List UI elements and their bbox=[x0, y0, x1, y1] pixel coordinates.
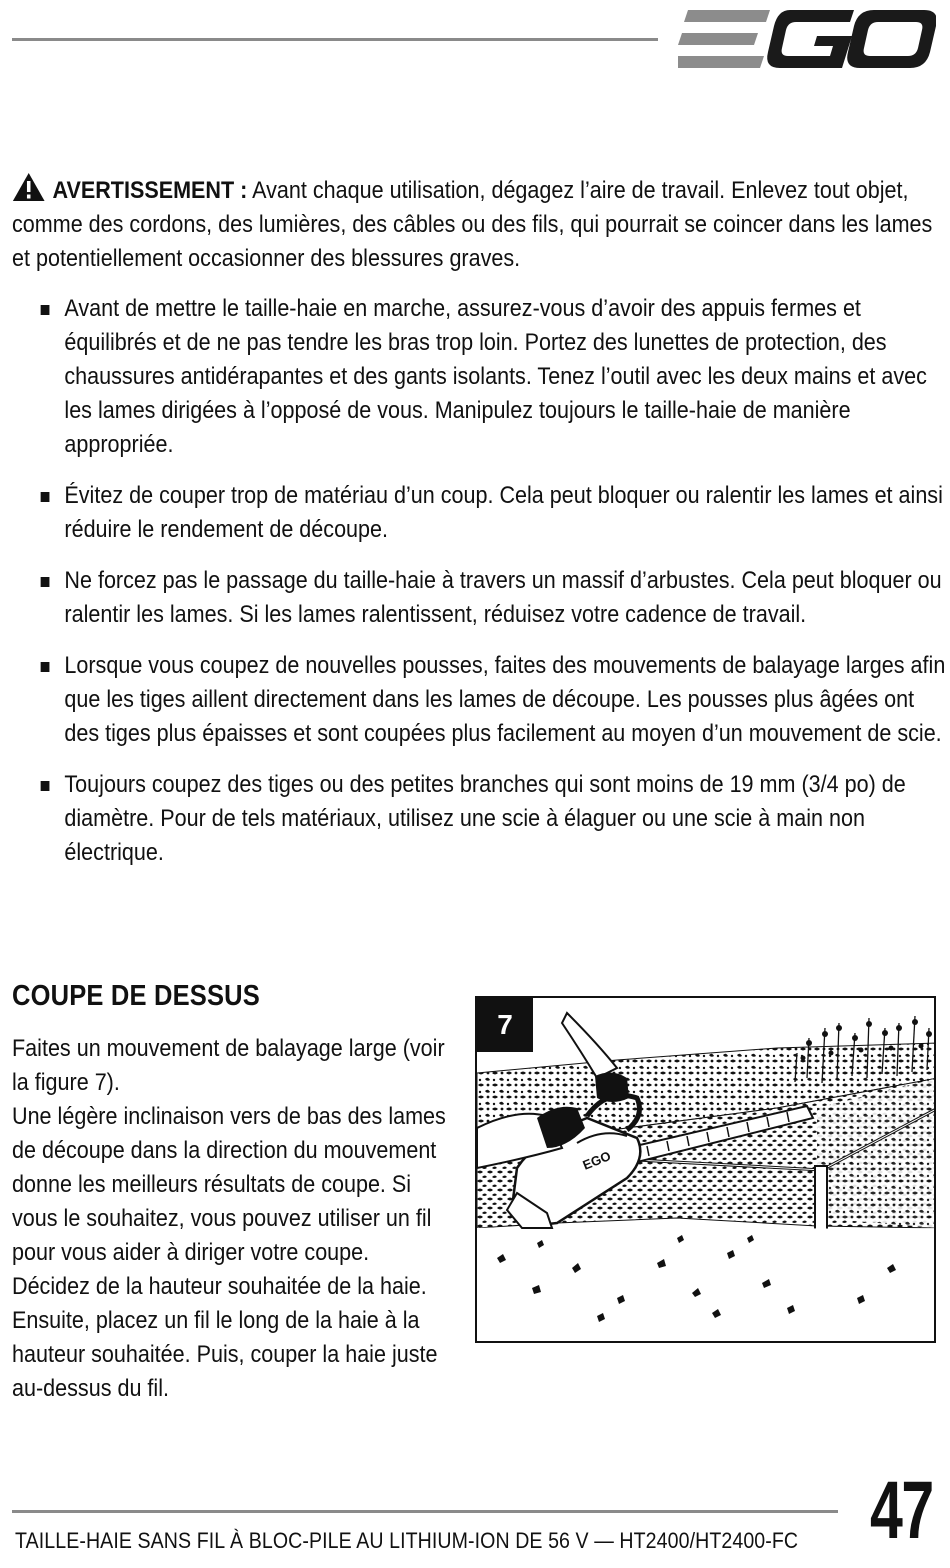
bullet-text: Ne forcez pas le passage du taille-haie à travers un massif d’arbustes. Cela peut bloquer ou ralentir les lames. Si les lames ralentissent, réduisez votre cadence de travail. bbox=[64, 567, 942, 628]
warning-label: AVERTISSEMENT : bbox=[52, 177, 248, 204]
ego-logo bbox=[678, 8, 936, 72]
warning-text: Avant chaque utilisation, dégagez l’aire de travail. Enlevez tout objet, comme des cordons, des lumières, des câbles ou des fils, qui pourrait se coincer dans les lames et potentiellement occasionner des blessures graves. bbox=[12, 177, 933, 272]
bullet-square-icon bbox=[41, 492, 50, 502]
bullet-text: Lorsque vous coupez de nouvelles pousses, faites des mouvements de balayage larges afin que les tiges aillent directement dans les lames de découpe. Les pousses plus âgées ont des tiges plus épaisses et sont coupées plus facilement au moyen d’un mouvement de scie. bbox=[64, 652, 946, 747]
list-item bbox=[38, 768, 950, 870]
bullet-square-icon bbox=[41, 662, 50, 672]
bullet-text: Toujours coupez des tiges ou des petites branches qui sont moins de 19 mm (3/4 po) de diamètre. Pour de tels matériaux, utilisez une scie à élaguer ou une scie à main non électrique. bbox=[64, 771, 906, 866]
footer-product-title: TAILLE-HAIE SANS FIL À BLOC-PILE AU LITHIUM-ION DE 56 V — HT2400/HT2400-FC bbox=[15, 1528, 799, 1553]
bullet-text: Avant de mettre le taille-haie en marche, assurez-vous d’avoir des appuis fermes et équilibrés et de ne pas tendre les bras trop loin. Portez des lunettes de protection, des chaussures antidérapantes et des gants isolants. Tenez l’outil avec les deux mains et avec les lames dirigées à l’opposé de vous. Manipulez toujours le taille-haie de manière appropriée. bbox=[64, 295, 927, 458]
page-number: 47 bbox=[870, 1465, 933, 1556]
footer-rule bbox=[12, 1510, 838, 1513]
section-body bbox=[12, 1032, 452, 1406]
figure-hedge-trimming-illustration bbox=[475, 996, 936, 1343]
section-paragraph-1: Faites un mouvement de balayage large (voir la figure 7). bbox=[12, 1035, 445, 1096]
list-item bbox=[38, 292, 950, 462]
section-title: COUPE DE DESSUS bbox=[12, 980, 260, 1012]
header-rule bbox=[12, 38, 658, 41]
section-paragraph-2: Une légère inclinaison vers de bas des lames de découpe dans la direction du mouvement donne les meilleurs résultats de coupe. Si vous le souhaitez, vous pouvez utiliser un fil pour vous aider à diriger votre coupe. Décidez de la hauteur souhaitée de la haie. Ensuite, placez un fil le long de la haie à la hauteur souhaitée. Puis, couper la haie juste au-dessus du fil. bbox=[12, 1103, 446, 1402]
bullet-square-icon bbox=[41, 577, 50, 587]
bullet-text: Évitez de couper trop de matériau d’un coup. Cela peut bloquer ou ralentir les lames et ainsi réduire le rendement de découpe. bbox=[64, 482, 943, 543]
tool-brand-label: EGO bbox=[580, 1148, 613, 1173]
bullet-square-icon bbox=[41, 781, 50, 791]
warning-paragraph bbox=[12, 172, 936, 276]
list-item bbox=[38, 649, 950, 751]
list-item bbox=[38, 564, 950, 632]
list-item bbox=[38, 479, 950, 547]
figure-number: 7 bbox=[477, 998, 533, 1052]
bullet-square-icon bbox=[41, 305, 50, 315]
warning-triangle-icon bbox=[12, 172, 45, 202]
hedge-drawing bbox=[477, 998, 936, 1343]
safety-bullet-list bbox=[38, 292, 950, 887]
